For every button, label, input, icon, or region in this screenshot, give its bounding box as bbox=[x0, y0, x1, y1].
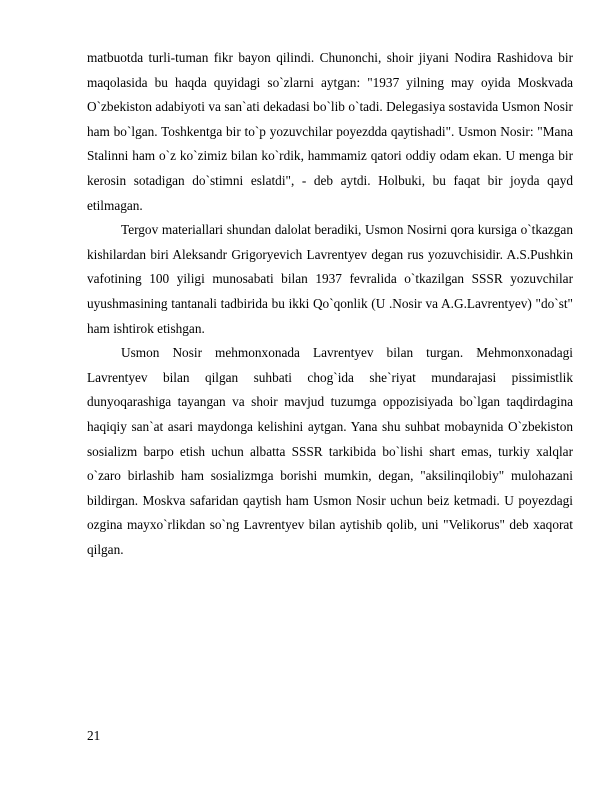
document-body bbox=[87, 46, 573, 562]
paragraph-1: matbuotda turli-tuman fikr bayon qilindi. Chunonchi, shoir jiyani Nodira Rashidova bir maqolasida bu haqda quyidagi so`zlarni aytgan: "1937 yilning may oyida Moskvada O`zbekiston adabiyoti va san`ati dekadasi bo`lib o`tadi. Delegasiya sostavida Usmon Nosir ham bo`lgan. Toshkentga bir to`p yozuvchilar poyezdda qaytishadi". Usmon Nosir: "Mana Stalinni ham o`z ko`zimiz bilan ko`rdik, hammamiz qatori oddiy odam ekan. U menga bir kerosin sotadigan do`stimni eslatdi", - deb aytdi. Holbuki, bu faqat bir joyda qayd etilmagan. bbox=[87, 50, 573, 213]
paragraph-2: Tergov materiallari shundan dalolat beradiki, Usmon Nosirni qora kursiga o`tkazgan kishilardan biri Aleksandr Grigoryevich Lavrentyev degan rus yozuvchisidir. A.S.Pushkin vafotining 100 yiligi munosabati bilan 1937 fevralida o`tkazilgan SSSR yozuvchilar uyushmasining tantanali tadbirida bu ikki Qo`qonlik (U .Nosir va A.G.Lavrentyev) "do`st" ham ishtirok etishgan. bbox=[87, 222, 573, 336]
page-number: 21 bbox=[87, 728, 101, 743]
paragraph-3: Usmon Nosir mehmonxonada Lavrentyev bilan turgan. Mehmonxonadagi Lavrentyev bilan qilgan suhbati chog`ida she`riyat mundarajasi pissimistlik dunyoqarashiga tayangan va shoir mavjud tuzumga oppozisiyada bo`lgan taqdirdagina haqiqiy san`at asari maydonga kelishini aytgan. Yana shu suhbat mobaynida O`zbekiston sosializm barpo etish uchun albatta SSSR tarkibida bo`lishi shart emas, turkiy xalqlar o`zaro birlashib ham sosializmga borishi mumkin, degan, "aksilinqilobiy" mulohazani bildirgan. Moskva safaridan qaytish ham Usmon Nosir uchun beiz ketmadi. U poyezdagi ozgina mayxo`rlikdan so`ng Lavrentyev bilan aytishib qolib, uni "Velikorus" deb xaqorat qilgan. bbox=[87, 345, 573, 557]
